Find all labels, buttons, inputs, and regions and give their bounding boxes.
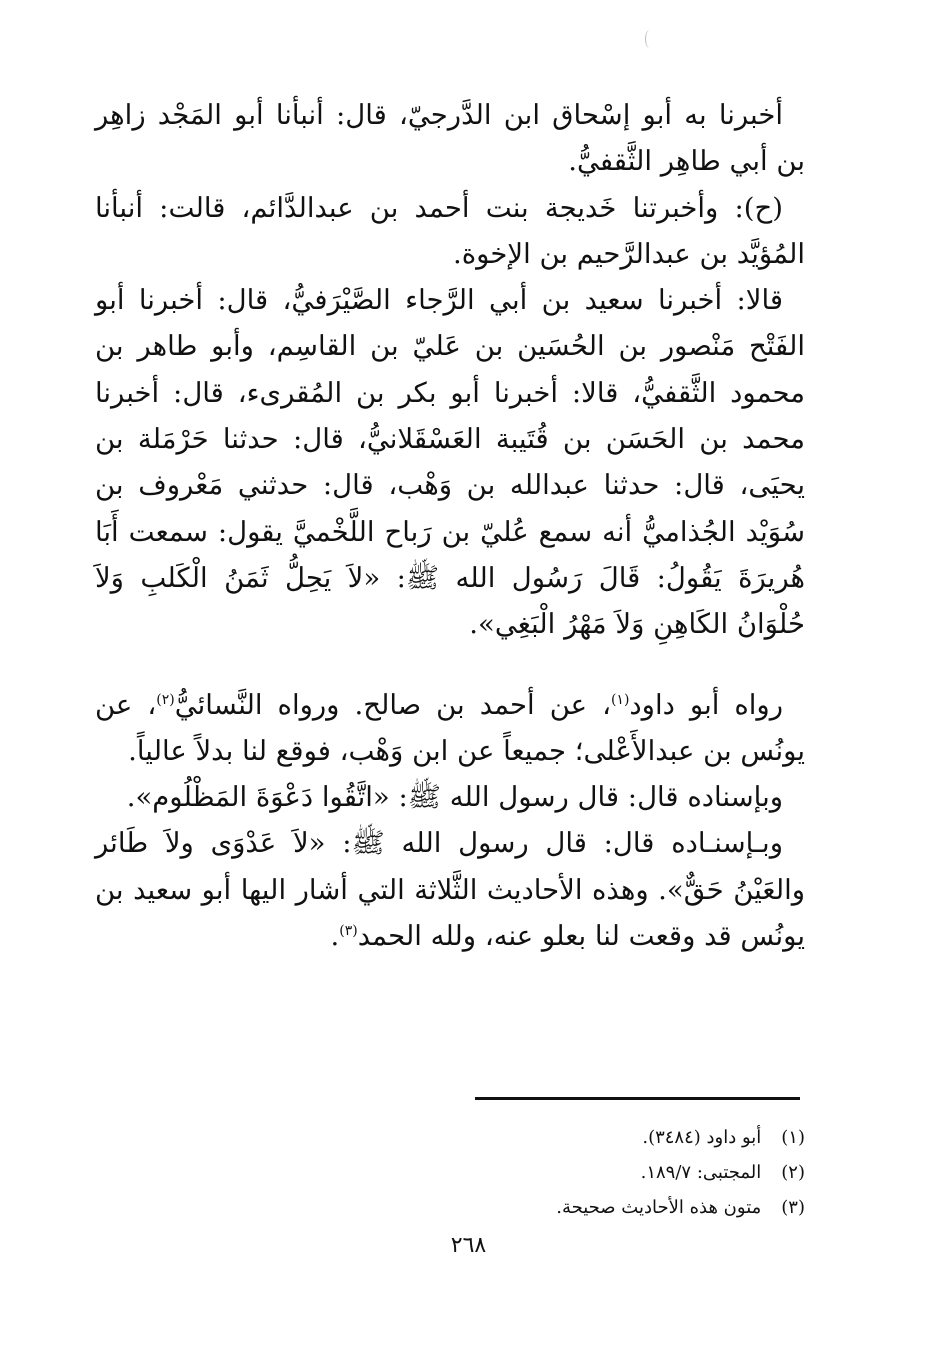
footnote-3 [300,1190,805,1225]
footnote-number: (١) [781,1127,805,1148]
paragraph-6-text: وبـإسنـاده قال: قال رسول الله ﷺ: «لاَ عَدْوَى ولاَ طَائر والعَيْنُ حَقٌّ». وهذه الأحاديث الثَّلاثة التي أشار اليها أبو سعيد بن يونُس قد وقعت لنا بعلو عنه، ولله الحمد [95,827,805,953]
footnote-number: (٣) [781,1197,805,1218]
footnote-1 [300,1120,805,1155]
footnote-separator [475,1097,800,1100]
paragraph-1: أخبرنا به أبو إسْحاق ابن الدَّرجيّ، قال: أنبأنا أبو المَجْد زاهِر بن أبي طاهِر الثَّقفيُّ. [95,99,805,178]
footnote-text: المجتبى: ١٨٩/٧. [640,1162,762,1183]
paragraph-5: وبإسناده قال: قال رسول الله ﷺ: «اتَّقُوا دَعْوَةَ المَظْلُوم». [126,781,783,814]
paragraph-6 [95,820,805,959]
footnote-ref-3: (٣) [339,922,358,939]
paragraph-4-start: رواه أبو داود [629,688,783,721]
paragraph-4-middle: ، عن أحمد بن صالح. ورواه النَّسائيُّ [174,688,611,721]
paragraph-gap [95,648,805,682]
paragraph-2: (ح): وأخبرتنا خَديجة بنت أحمد بن عبدالدَّائم، قالت: أنبأنا المُؤيَّد بن عبدالرَّحيم بن الإخوة. [95,191,805,270]
paragraph-6-end: . [330,920,340,953]
paragraph-4 [95,682,805,775]
footnote-number: (٢) [781,1162,805,1183]
footnote-text: متون هذه الأحاديث صحيحة. [556,1197,762,1218]
footnote-ref-2: (٢) [156,691,175,708]
footnote-ref-1: (١) [610,691,630,708]
paragraph-4-end: ، عن يونُس بن عبدالأَعْلى؛ جميعاً عن ابن وَهْب، فوقع لنا بدلاً عالياً. [95,688,805,767]
main-text [95,92,805,959]
paragraph-3: قالا: أخبرنا سعيد بن أبي الرَّجاء الصَّيْرَفيُّ، قال: أخبرنا أبو الفَتْح مَنْصور بن الحُسَين بن عَليّ بن القاسِم، وأبو طاهر بن محمود الثَّقفيُّ، قالا: أخبرنا أبو بكر بن المُقرىء، قال: أخبرنا محمد بن الحَسَن بن قُتَيبة العَسْقَلانيُّ، قال: حدثنا حَرْمَلة بن يحيَى، قال: حدثنا عبدالله بن وَهْب، قال: حدثني مَعْروف بن سُوَيْد الجُذاميُّ أنه سمع عُليّ بن رَباح اللَّخْميَّ يقول: سمعت أَبَا هُريرَةَ يَقُولُ: قَالَ رَسُول الله ﷺ: «لاَ يَحِلُّ ثَمَنُ الْكَلبِ وَلاَ حُلْوَانُ الكَاهِنِ وَلاَ مَهْرُ الْبَغِي». [95,284,805,641]
footnote-2 [300,1155,805,1190]
footnotes [300,1120,805,1225]
page-number: ٢٦٨ [450,1233,487,1258]
footnote-text: أبو داود (٣٤٨٤). [642,1127,762,1148]
scan-mark [645,30,654,48]
